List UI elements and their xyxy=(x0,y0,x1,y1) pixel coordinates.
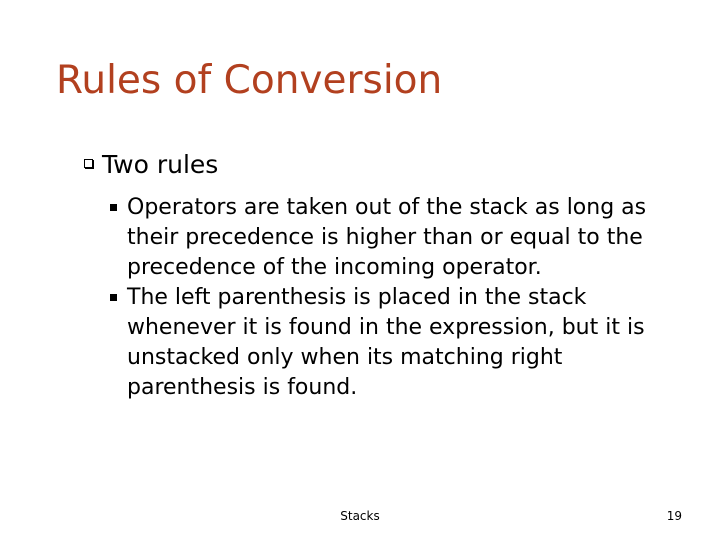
sub-bullet-text: The left parenthesis is placed in the stack whenever it is found in the expression, but it is unstacked only when its matching right parenthesis is found. xyxy=(127,285,645,400)
hollow-square-bullet-icon xyxy=(84,159,93,168)
sub-bullet-text: Operators are taken out of the stack as long as their precedence is higher than or equal to the precedence of the incoming operator. xyxy=(127,195,647,280)
sub-bullet-item xyxy=(110,193,670,283)
bullet-text: Two rules xyxy=(102,150,219,179)
page-number: 19 xyxy=(666,509,682,523)
filled-square-bullet-icon xyxy=(110,204,117,211)
sub-bullet-item xyxy=(110,283,670,403)
footer-label: Stacks xyxy=(340,509,380,523)
slide-title: Rules of Conversion xyxy=(56,58,443,103)
filled-square-bullet-icon xyxy=(110,294,117,301)
sub-bullet-list xyxy=(110,193,670,403)
